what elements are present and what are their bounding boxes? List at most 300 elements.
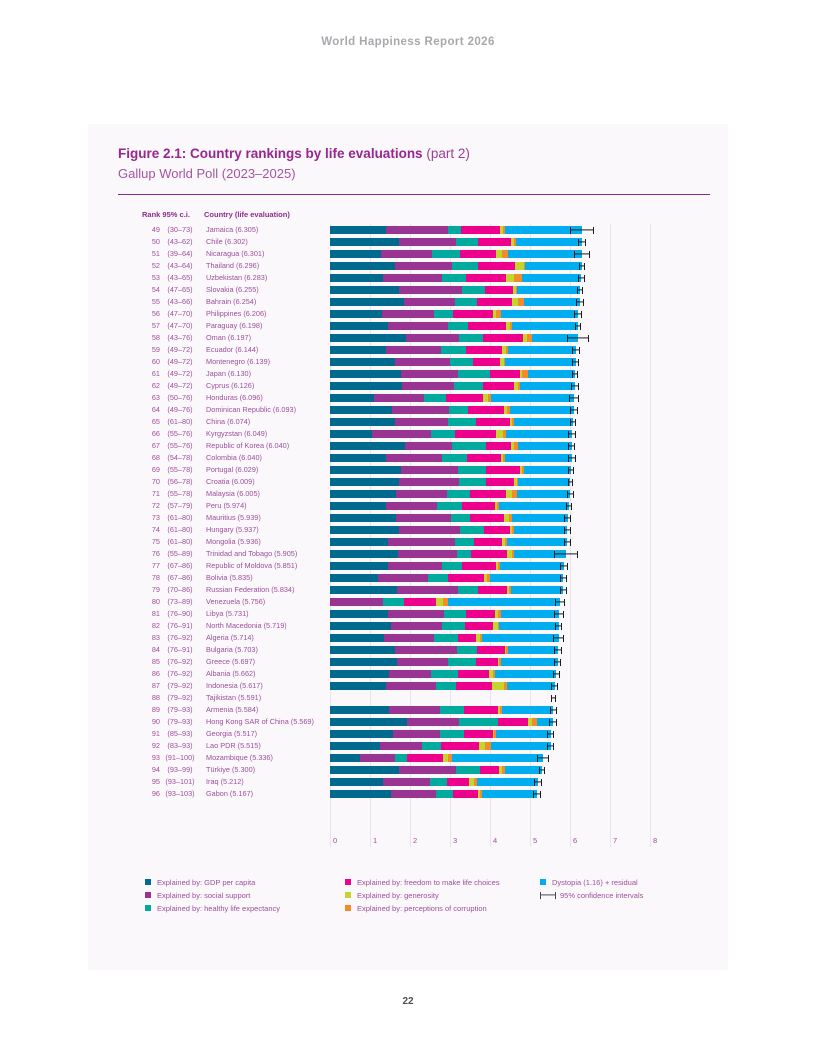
segment-social xyxy=(383,274,442,282)
segment-social xyxy=(391,622,442,630)
segment-health xyxy=(440,730,464,738)
segment-health xyxy=(434,310,452,318)
country-row xyxy=(140,584,650,596)
country-label: Chile (6.302) xyxy=(206,237,248,246)
segment-freedom xyxy=(471,550,507,558)
segment-freedom xyxy=(466,346,503,354)
segment-gdp xyxy=(330,622,391,630)
x-axis-tick-label: 7 xyxy=(613,836,618,845)
bar-area xyxy=(330,656,650,668)
bar-area xyxy=(330,248,650,260)
segment-dystopia xyxy=(490,574,563,582)
ci-label: (47–70) xyxy=(167,321,193,330)
segment-freedom xyxy=(478,262,515,270)
ci-label: (76–92) xyxy=(167,657,193,666)
country-row xyxy=(140,464,650,476)
stacked-bar xyxy=(330,658,558,666)
x-axis-tick-label: 1 xyxy=(373,836,378,845)
rank-label: 93 xyxy=(151,753,160,762)
rank-label: 78 xyxy=(151,573,160,582)
bar-area xyxy=(330,320,650,332)
country-label: Bahrain (6.254) xyxy=(206,297,257,306)
country-row xyxy=(140,620,650,632)
segment-social xyxy=(395,418,448,426)
segment-health xyxy=(458,586,479,594)
segment-dystopia xyxy=(491,394,574,402)
country-label: Slovakia (6.255) xyxy=(206,285,259,294)
country-label: Japan (6.130) xyxy=(206,369,252,378)
stacked-bar xyxy=(330,442,572,450)
segment-social xyxy=(381,250,432,258)
segment-health xyxy=(432,250,459,258)
country-label: Gabon (5.167) xyxy=(206,789,254,798)
confidence-interval-whisker xyxy=(533,791,541,798)
bar-area xyxy=(330,296,650,308)
segment-health xyxy=(442,454,466,462)
stacked-bar xyxy=(330,682,555,690)
country-label: China (6.074) xyxy=(206,417,251,426)
confidence-interval-whisker xyxy=(568,455,576,462)
ci-label: (61–80) xyxy=(167,513,193,522)
segment-dystopia xyxy=(511,586,564,594)
x-axis-tick-label: 4 xyxy=(493,836,498,845)
segment-freedom xyxy=(477,646,505,654)
x-axis-tick-label: 5 xyxy=(533,836,538,845)
legend-item-corruption xyxy=(345,902,500,915)
segment-health xyxy=(395,754,407,762)
segment-freedom xyxy=(467,454,501,462)
country-label: Republic of Korea (6.040) xyxy=(206,441,290,450)
bar-area xyxy=(330,572,650,584)
ci-label: (57–79) xyxy=(167,501,193,510)
segment-health xyxy=(424,394,446,402)
confidence-interval-whisker xyxy=(569,395,579,402)
segment-gdp xyxy=(330,466,401,474)
bar-area xyxy=(330,512,650,524)
segment-social xyxy=(386,454,443,462)
country-label: Mongolia (5.936) xyxy=(206,537,261,546)
rank-label: 50 xyxy=(151,237,160,246)
segment-freedom xyxy=(448,574,484,582)
rank-label: 64 xyxy=(151,405,160,414)
country-row xyxy=(140,236,650,248)
ci-label: (47–65) xyxy=(167,285,193,294)
stacked-bar xyxy=(330,586,563,594)
segment-dystopia xyxy=(517,490,570,498)
legend-label: Dystopia (1.16) + residual xyxy=(552,878,638,887)
country-label: Armenia (5.584) xyxy=(206,705,259,714)
segment-dystopia xyxy=(512,322,578,330)
confidence-interval-whisker xyxy=(553,671,560,678)
segment-social xyxy=(396,514,451,522)
confidence-interval-whisker xyxy=(555,623,562,630)
bar-area xyxy=(330,548,650,560)
ci-label: (43–62) xyxy=(167,237,193,246)
segment-dystopia xyxy=(506,430,572,438)
stacked-bar xyxy=(330,334,578,342)
segment-social xyxy=(395,358,451,366)
confidence-interval-whisker xyxy=(564,527,570,534)
country-label: Mozambique (5.336) xyxy=(206,753,273,762)
ci-label: (43–64) xyxy=(167,261,193,270)
segment-health xyxy=(451,514,471,522)
ci-label: (76–91) xyxy=(167,645,193,654)
segment-freedom xyxy=(483,334,523,342)
stacked-bar xyxy=(330,238,582,246)
stacked-bar xyxy=(330,262,582,270)
segment-freedom xyxy=(455,430,496,438)
confidence-interval-whisker xyxy=(537,755,549,762)
country-row xyxy=(140,332,650,344)
segment-freedom xyxy=(456,682,492,690)
segment-social xyxy=(386,682,436,690)
segment-freedom xyxy=(470,490,506,498)
confidence-interval-whisker xyxy=(554,647,562,654)
bar-area xyxy=(330,596,650,608)
segment-social xyxy=(401,466,458,474)
segment-freedom xyxy=(470,514,504,522)
country-label: Albania (5.662) xyxy=(206,669,256,678)
confidence-interval-whisker xyxy=(572,371,578,378)
rank-label: 71 xyxy=(151,489,160,498)
legend-item-social xyxy=(145,889,280,902)
segment-freedom xyxy=(468,322,505,330)
rank-label: 87 xyxy=(151,681,160,690)
segment-dystopia xyxy=(520,382,575,390)
segment-social xyxy=(374,394,424,402)
rank-label: 55 xyxy=(151,297,160,306)
ci-label: (61–80) xyxy=(167,417,193,426)
segment-health xyxy=(459,478,485,486)
rank-label: 56 xyxy=(151,309,160,318)
segment-gdp xyxy=(330,742,380,750)
country-label: Bolivia (5.835) xyxy=(206,573,253,582)
health-swatch-icon xyxy=(145,905,151,911)
segment-health xyxy=(441,346,465,354)
segment-gdp xyxy=(330,562,388,570)
stacked-bar xyxy=(330,430,572,438)
country-row xyxy=(140,764,650,776)
segment-freedom xyxy=(490,370,521,378)
country-row xyxy=(140,608,650,620)
segment-health xyxy=(455,298,477,306)
country-row xyxy=(140,356,650,368)
ci-label: (79–92) xyxy=(167,693,193,702)
segment-dystopia xyxy=(448,598,560,606)
ci-label: (67–86) xyxy=(167,561,193,570)
segment-gdp xyxy=(330,286,399,294)
segment-dystopia xyxy=(501,610,559,618)
stacked-bar xyxy=(330,670,556,678)
segment-dystopia xyxy=(510,406,574,414)
stacked-bar xyxy=(330,742,551,750)
country-column-header: Country (life evaluation) xyxy=(204,210,290,219)
segment-social xyxy=(391,790,436,798)
country-label: Algeria (5.714) xyxy=(206,633,254,642)
segment-social xyxy=(399,766,456,774)
country-label: Oman (6.197) xyxy=(206,333,252,342)
segment-freedom xyxy=(478,586,506,594)
ci-label: (43–76) xyxy=(167,333,193,342)
legend-column-3 xyxy=(540,876,643,902)
segment-dystopia xyxy=(502,706,554,714)
segment-health xyxy=(460,526,483,534)
rank-label: 95 xyxy=(151,777,160,786)
bar-area xyxy=(330,308,650,320)
country-row xyxy=(140,752,650,764)
country-label: Malaysia (6.005) xyxy=(206,489,260,498)
bar-area xyxy=(330,224,650,236)
segment-dystopia xyxy=(525,262,582,270)
segment-gdp xyxy=(330,454,386,462)
segment-gdp xyxy=(330,226,386,234)
segment-freedom xyxy=(468,406,504,414)
stacked-bar xyxy=(330,502,569,510)
confidence-interval-whisker xyxy=(568,479,574,486)
segment-gdp xyxy=(330,778,383,786)
country-row xyxy=(140,440,650,452)
segment-health xyxy=(448,322,469,330)
figure-title-bold: Figure 2.1: Country rankings by life evaluations xyxy=(118,146,423,161)
segment-social xyxy=(399,238,456,246)
segment-social xyxy=(372,430,431,438)
rank-label: 82 xyxy=(151,621,160,630)
segment-gdp xyxy=(330,610,388,618)
stacked-bar xyxy=(330,382,575,390)
segment-freedom xyxy=(407,754,443,762)
ci-label: (85–93) xyxy=(167,729,193,738)
country-row xyxy=(140,224,650,236)
confidence-interval-whisker xyxy=(551,695,557,702)
page-number: 22 xyxy=(402,996,414,1007)
stacked-bar xyxy=(330,574,563,582)
bar-area xyxy=(330,356,650,368)
segment-health xyxy=(440,706,464,714)
stacked-bar xyxy=(330,274,581,282)
segment-gdp xyxy=(330,514,396,522)
segment-social xyxy=(383,778,430,786)
country-label: Cyprus (6.126) xyxy=(206,381,255,390)
ci-label: (61–80) xyxy=(167,537,193,546)
confidence-interval-whisker xyxy=(576,299,584,306)
freedom-swatch-icon xyxy=(345,879,351,885)
confidence-interval-whisker xyxy=(534,779,542,786)
segment-health xyxy=(448,226,461,234)
bar-area xyxy=(330,668,650,680)
stacked-bar xyxy=(330,514,568,522)
country-label: Uzbekistan (6.283) xyxy=(206,273,268,282)
ci-label: (91–100) xyxy=(165,753,195,762)
segment-gdp xyxy=(330,502,386,510)
ci-label: (93–99) xyxy=(167,765,193,774)
segment-dystopia xyxy=(507,682,555,690)
country-label: Ecuador (6.144) xyxy=(206,345,259,354)
segment-health xyxy=(457,646,477,654)
segment-social xyxy=(399,478,459,486)
country-row xyxy=(140,656,650,668)
rank-label: 69 xyxy=(151,465,160,474)
rank-label: 92 xyxy=(151,741,160,750)
segment-social xyxy=(389,706,439,714)
bar-area xyxy=(330,728,650,740)
segment-freedom xyxy=(476,418,510,426)
stacked-bar xyxy=(330,550,566,558)
segment-dystopia xyxy=(518,478,570,486)
confidence-interval-whisker xyxy=(553,635,564,642)
country-row xyxy=(140,728,650,740)
segment-gdp xyxy=(330,406,392,414)
segment-dystopia xyxy=(524,466,571,474)
bar-area xyxy=(330,368,650,380)
segment-social xyxy=(399,286,461,294)
segment-gdp xyxy=(330,418,395,426)
country-row xyxy=(140,692,650,704)
legend-label: 95% confidence intervals xyxy=(560,891,644,900)
stacked-bar xyxy=(330,622,559,630)
segment-health xyxy=(456,238,478,246)
segment-dystopia xyxy=(496,730,551,738)
segment-dystopia xyxy=(482,790,537,798)
bar-area xyxy=(330,380,650,392)
segment-dystopia xyxy=(452,754,544,762)
segment-freedom xyxy=(486,478,514,486)
confidence-interval-whisker xyxy=(570,407,578,414)
rank-label: 67 xyxy=(151,441,160,450)
segment-health xyxy=(428,574,448,582)
segment-gdp xyxy=(330,334,406,342)
segment-gdp xyxy=(330,442,405,450)
stacked-bar xyxy=(330,718,553,726)
segment-dystopia xyxy=(524,298,581,306)
country-row xyxy=(140,392,650,404)
segment-gdp xyxy=(330,706,389,714)
stacked-bar xyxy=(330,298,580,306)
figure-title-part: (part 2) xyxy=(422,146,470,161)
ci-label: (49–72) xyxy=(167,381,193,390)
rank-label: 79 xyxy=(151,585,160,594)
rows xyxy=(140,224,650,800)
confidence-interval-whisker xyxy=(564,515,571,522)
segment-health xyxy=(447,490,470,498)
country-row xyxy=(140,704,650,716)
segment-corruption xyxy=(514,274,522,282)
segment-social xyxy=(395,646,457,654)
bar-area xyxy=(330,692,650,704)
rank-label: 88 xyxy=(151,693,160,702)
country-row xyxy=(140,644,650,656)
country-row xyxy=(140,428,650,440)
segment-freedom xyxy=(458,670,489,678)
segment-gdp xyxy=(330,682,386,690)
country-row xyxy=(140,248,650,260)
gridline xyxy=(650,224,651,847)
segment-gdp xyxy=(330,238,399,246)
segment-freedom xyxy=(461,226,500,234)
legend-column-1 xyxy=(145,876,280,915)
stacked-bar xyxy=(330,730,551,738)
rank-label: 90 xyxy=(151,717,160,726)
confidence-interval-whisker xyxy=(570,227,594,234)
bar-area xyxy=(330,416,650,428)
bar-area xyxy=(330,704,650,716)
legend-label: Explained by: perceptions of corruption xyxy=(357,904,487,913)
stacked-bar xyxy=(330,454,572,462)
legend-label: Explained by: social support xyxy=(157,891,251,900)
segment-health xyxy=(448,418,477,426)
confidence-interval-whisker xyxy=(554,611,564,618)
confidence-interval-whisker xyxy=(578,239,585,246)
bar-area xyxy=(330,344,650,356)
segment-dystopia xyxy=(491,742,551,750)
confidence-interval-whisker xyxy=(574,311,582,318)
country-label: North Macedonia (5.719) xyxy=(206,621,287,630)
segment-dystopia xyxy=(514,526,567,534)
legend-item-freedom xyxy=(345,876,500,889)
legend-label: Explained by: freedom to make life choices xyxy=(357,878,500,887)
segment-social xyxy=(404,298,455,306)
segment-health xyxy=(452,442,485,450)
segment-social xyxy=(330,598,383,606)
segment-health xyxy=(449,406,468,414)
ci-label: (76–91) xyxy=(167,621,193,630)
bar-area xyxy=(330,476,650,488)
country-row xyxy=(140,680,650,692)
segment-gdp xyxy=(330,634,384,642)
segment-gdp xyxy=(330,478,399,486)
confidence-interval-whisker xyxy=(550,707,557,714)
stacked-bar xyxy=(330,790,537,798)
segment-gdp xyxy=(330,250,381,258)
confidence-interval-whisker xyxy=(554,659,561,666)
segment-health xyxy=(455,538,473,546)
stacked-bar xyxy=(330,310,578,318)
country-row xyxy=(140,320,650,332)
stacked-bar xyxy=(330,526,567,534)
stacked-bar xyxy=(330,562,564,570)
country-label: Republic of Moldova (5.851) xyxy=(206,561,298,570)
confidence-interval-whisker xyxy=(564,539,570,546)
running-header: World Happiness Report 2026 xyxy=(321,36,495,48)
segment-social xyxy=(406,334,459,342)
segment-social xyxy=(396,490,446,498)
country-label: Indonesia (5.617) xyxy=(206,681,263,690)
bar-area xyxy=(330,236,650,248)
segment-health xyxy=(442,622,465,630)
stacked-bar xyxy=(330,478,570,486)
country-row xyxy=(140,632,650,644)
stacked-bar xyxy=(330,370,575,378)
segment-freedom xyxy=(486,442,512,450)
country-row xyxy=(140,572,650,584)
bar-area xyxy=(330,680,650,692)
bar-area xyxy=(330,440,650,452)
bar-area xyxy=(330,272,650,284)
stacked-bar xyxy=(330,646,558,654)
segment-freedom xyxy=(466,274,506,282)
segment-health xyxy=(450,358,472,366)
country-row xyxy=(140,368,650,380)
segment-health xyxy=(383,598,404,606)
rank-label: 65 xyxy=(151,417,160,426)
segment-gdp xyxy=(330,658,397,666)
segment-social xyxy=(395,262,452,270)
segment-freedom xyxy=(474,538,502,546)
segment-health xyxy=(434,634,458,642)
segment-health xyxy=(436,682,456,690)
country-row xyxy=(140,596,650,608)
segment-social xyxy=(392,406,449,414)
confidence-interval-whisker xyxy=(568,467,574,474)
